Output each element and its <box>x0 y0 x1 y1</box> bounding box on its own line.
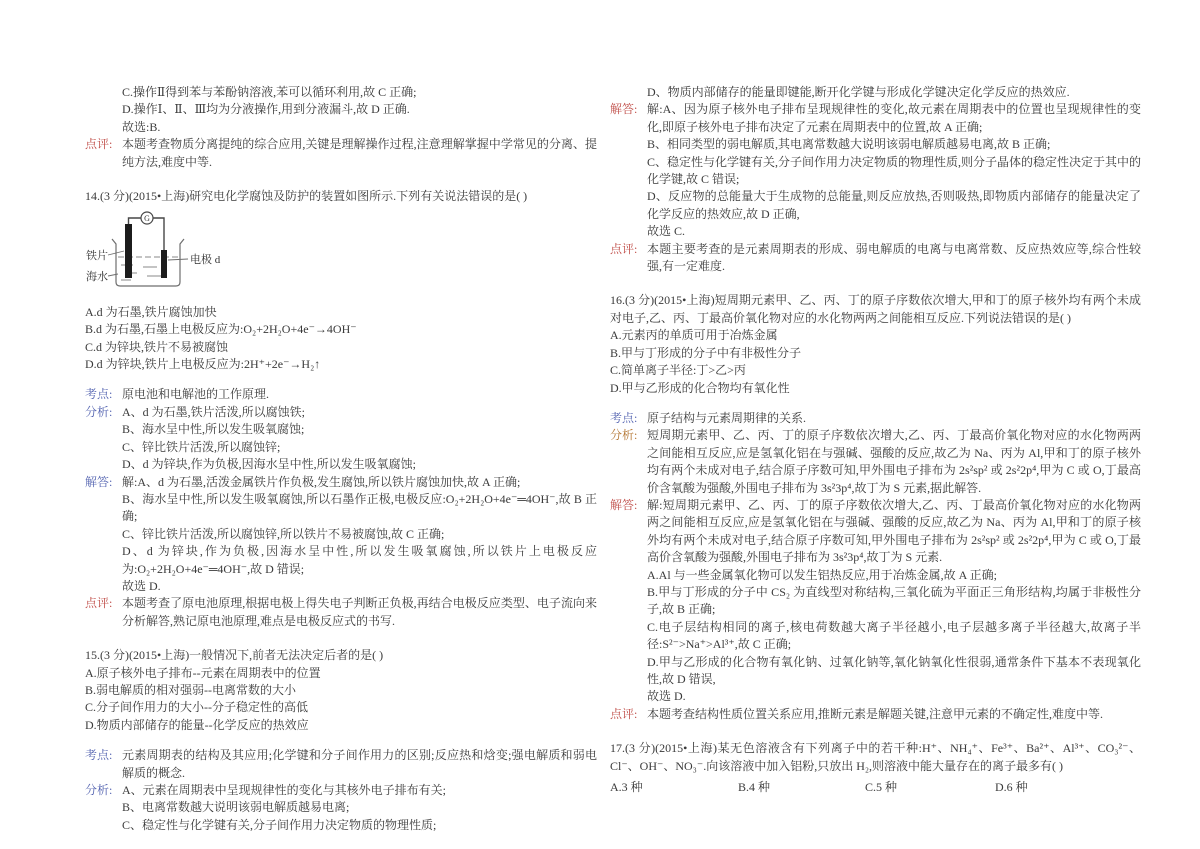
q15-option-c: C.分子间作用力的大小--分子稳定性的高低 <box>85 700 308 715</box>
q14-jieda-c: C、锌比铁片活泼,所以腐蚀锌,所以铁片不易被腐蚀,故 C 正确; <box>122 526 445 541</box>
q15-fenxi-cont: D、物质内部储存的能量即键能,断开化学键与形成化学键决定化学反应的热效应. <box>647 85 1070 99</box>
q16-jieda-d: D.甲与乙形成的化合物有氧化钠、过氧化钠等,氧化钠氧化性很弱,通常条件下基本不表现氧化性,故 D 错误, <box>647 654 1141 686</box>
q15-option-d: D.物质内部储存的能量--化学反应的热效应 <box>85 717 309 732</box>
q17-stem: 17.(3 分)(2015•上海)某无色溶液含有下列离子中的若干种:H⁺、NH₄⁺、Fe³⁺、Ba²⁺、Al³⁺、CO₃²⁻、Cl⁻、OH⁻、NO₃⁻.向该溶液中加入铝粉,只放出 H₂,则溶液中能大量存在的离子最多有( ) <box>610 741 1141 773</box>
q14-fenxi-text <box>122 404 597 474</box>
q14-stem: 14.(3 分)(2015•上海)研究电化学腐蚀及防护的装置如图所示.下列有关说法错误的是( ) <box>85 189 528 204</box>
meter-letter: G <box>144 214 150 224</box>
q17-options-row <box>610 779 1141 796</box>
q14-jieda-b: B、海水呈中性,所以发生吸氧腐蚀,所以石墨作正极,电极反应:O₂+2H₂O+4e⁻═4OH⁻,故 B 正确; <box>122 491 597 524</box>
q16-option-a: A.元素丙的单质可用于冶炼金属 <box>610 328 778 343</box>
dianping-label: 点评: <box>610 706 638 721</box>
leader-lines <box>108 251 188 276</box>
q15-answer-line: 故选 C. <box>647 224 686 239</box>
q16-dianping-text: 本题考查结构性质位置关系应用,推断元素是解题关键,注意甲元素的不确定性,难度中等. <box>647 706 1104 721</box>
q16-dianping-row <box>610 706 1141 723</box>
left-column <box>85 84 597 834</box>
q16-option-b: B.甲与丁形成的分子中有非极性分子 <box>610 345 802 360</box>
q16-kaodian-row <box>610 410 1141 427</box>
q16-kaodian-text: 原子结构与元素周期律的关系. <box>647 410 807 425</box>
q16-option-d: D.甲与乙形成的化合物均有氧化性 <box>610 380 790 395</box>
q14-kaodian-text: 原电池和电解池的工作原理. <box>122 387 270 402</box>
iron-electrode <box>125 224 132 278</box>
dianping-label: 点评: <box>610 241 638 256</box>
q16-fenxi-text: 短周期元素甲、乙、丙、丁的原子序数依次增大,乙、丙、丁最高价氧化物对应的水化物两两之间能相互反应,应是氢氧化铝在与强碱、强酸的反应,故乙为 Na、丙为 Al,甲和丁的原子核外均有两个未成对电子,结合原子序数可知,甲外围电子排布为 2s²sp² 或 2s²2p⁴,甲为 C 或 O,丁最高价含氧酸为强酸,外围电子排布为 3s²3p⁴,故丁为 S 元素,据此解答. <box>647 428 1141 495</box>
q14-jieda-text <box>122 474 597 596</box>
q14-fenxi-b: B、海水呈中性,所以发生吸氧腐蚀; <box>122 422 305 437</box>
q14-answer-line: 故选 D. <box>122 578 161 593</box>
q15-dianping-row <box>610 241 1141 276</box>
q13-line-c: C.操作Ⅱ得到苯与苯酚钠溶液,苯可以循环利用,故 C 正确; <box>122 85 417 99</box>
q14-jieda-row <box>85 474 597 596</box>
jieda-label: 解答: <box>85 474 113 489</box>
q14-fenxi-c: C、锌比铁片活泼,所以腐蚀锌; <box>122 439 281 454</box>
fenxi-label: 分析: <box>610 428 638 443</box>
q15-fenxi-c: C、稳定性与化学键有关,分子间作用力决定物质的物理性质; <box>122 817 437 832</box>
electrode-d <box>161 250 167 278</box>
q15-fenxi-a: A、元素在周期表中呈现规律性的变化与其核外电子排布有关; <box>122 783 447 797</box>
q14-kaodian-row <box>85 386 597 403</box>
q16-jieda-a: A.Al 与一些金属氧化物可以发生铝热反应,用于冶炼金属,故 A 正确; <box>647 567 998 582</box>
q16-answer-line: 故选 D. <box>647 689 686 704</box>
q14-figure <box>85 210 315 297</box>
q13-dianping-row <box>85 136 597 171</box>
q15-option-a: A.原子核外电子排布--元素在周期表中的位置 <box>85 665 321 680</box>
q15-jieda-a: 解:A、因为原子核外电子排布呈现规律性的变化,故元素在周期表中的位置也呈现规律性的变化,即原子核外电子排布决定了元素在周期表中的位置,故 A 正确; <box>647 102 1141 134</box>
q14-fenxi-d: D、d 为锌块,作为负极,因海水呈中性,所以发生吸氧腐蚀; <box>122 457 417 472</box>
q15-jieda-c: C、稳定性与化学键有关,分子间作用力决定物质的物理性质,则分子晶体的稳定性决定于其中的化学键,故 C 错误; <box>647 154 1142 187</box>
q13-dianping-text: 本题考查物质分离提纯的综合应用,关键是理解操作过程,注意理解掌握中学常见的分离、提纯方法,难度中等. <box>122 137 597 169</box>
q14-fenxi-a: A、d 为石墨,铁片活泼,所以腐蚀铁; <box>122 404 306 419</box>
dianping-label: 点评: <box>85 137 113 152</box>
q15-option-b: B.弱电解质的相对强弱--电离常数的大小 <box>85 682 296 697</box>
q15-kaodian-row <box>85 747 597 782</box>
q14-jieda-a: 解:A、d 为石墨,活泼金属铁片作负极,发生腐蚀,所以铁片腐蚀加快,故 A 正确; <box>122 474 521 489</box>
q16-fenxi-row <box>610 427 1141 497</box>
beaker-icon <box>112 239 184 286</box>
kaodian-label: 考点: <box>85 387 113 402</box>
q15-fenxi-row <box>85 782 597 834</box>
iron-plate-label: 铁片 <box>86 250 108 263</box>
q16-stem: 16.(3 分)(2015•上海)短周期元素甲、乙、丙、丁的原子序数依次增大,甲和丁的原子核外均有两个未成对电子,乙、丙、丁最高价氧化物对应的水化物两两之间能相互反应.下列说法错误的是( ) <box>610 293 1141 325</box>
q14-option-c: C.d 为锌块,铁片不易被腐蚀 <box>85 339 229 354</box>
electrode-d-label: 电极 d <box>190 254 221 267</box>
q16-option-c: C.简单离子半径:丁>乙>丙 <box>610 363 746 378</box>
seawater-label: 海水 <box>86 271 108 284</box>
q13-answer-line: 故选:B. <box>122 119 161 134</box>
q17-option-c: C.5 种 <box>865 780 898 795</box>
kaodian-label: 考点: <box>610 410 638 425</box>
q15-fenxi-b: B、电离常数越大说明该弱电解质越易电离; <box>122 800 350 815</box>
fenxi-label: 分析: <box>85 783 113 797</box>
q14-fenxi-row <box>85 404 597 474</box>
q15-stem: 15.(3 分)(2015•上海)一般情况下,前者无法决定后者的是( ) <box>85 648 384 663</box>
dianping-label: 点评: <box>85 596 113 611</box>
q15-dianping-text: 本题主要考查的是元素周期表的形成、弱电解质的电离与电离常数、反应热效应等,综合性较强,有一定难度. <box>647 241 1141 274</box>
jieda-label: 解答: <box>610 497 638 512</box>
q14-jieda-d: D、d 为锌块,作为负极,因海水呈中性,所以发生吸氧腐蚀,所以铁片上电极反应为:O₂+2H₂O+4e⁻═4OH⁻,故 D 错误; <box>122 544 597 576</box>
q14-dianping-row <box>85 595 597 630</box>
q16-jieda-intro: 解:短周期元素甲、乙、丙、丁的原子序数依次增大,乙、丙、丁最高价氧化物对应的水化物两两之间能相互反应,应是氢氧化铝在与强碱、强酸的反应,故乙为 Na、丙为 Al,甲和丁的原子核外均有两个未成对电子,结合原子序数可知,甲外围电子排布为 2s²sp² 或 2s²2p⁴,甲为 C 或 O,丁最高价含氧酸为强酸,外围电子排布为 3s²3p⁴,故丁为 S 元素. <box>647 497 1141 565</box>
q17-option-b: B.4 种 <box>738 780 771 795</box>
q17-option-d: D.6 种 <box>995 780 1028 795</box>
jieda-label: 解答: <box>610 102 638 117</box>
q14-dianping-text: 本题考查了原电池原理,根据电极上得失电子判断正负极,再结合电极反应类型、电子流向来分析解答,熟记原电池原理,难点是电极反应式的书写. <box>122 596 597 628</box>
kaodian-label: 考点: <box>85 748 113 763</box>
q13-solution-tail <box>122 84 597 136</box>
q14-option-b: B.d 为石墨,石墨上电极反应为:O₂+2H₂O+4e⁻→4OH⁻ <box>85 322 357 337</box>
q15-kaodian-text: 元素周期表的结构及其应用;化学键和分子间作用力的区别;反应热和焓变;强电解质和弱电解质的概念. <box>122 748 597 780</box>
q15-jieda-row <box>610 101 1141 240</box>
q17-option-a: A.3 种 <box>610 780 643 795</box>
q16-jieda-text <box>647 497 1141 706</box>
q13-line-d: D.操作Ⅰ、Ⅱ、Ⅲ均为分液操作,用到分液漏斗,故 D 正确. <box>122 102 410 117</box>
q15-jieda-text <box>647 101 1141 240</box>
galvanometer-icon <box>141 212 153 224</box>
q15-jieda-b: B、相同类型的弱电解质,其电离常数越大说明该弱电解质越易电离,故 B 正确; <box>647 137 1051 152</box>
q16-jieda-b: B.甲与丁形成的分子中 CS₂ 为直线型对称结构,三氧化硫为平面正三角形结构,均属于非极性分子,故 B 正确; <box>647 584 1141 617</box>
q14-option-d: D.d 为锌块,铁片上电极反应为:2H⁺+2e⁻→H₂↑ <box>85 357 321 372</box>
q16-jieda-c: C.电子层结构相同的离子,核电荷数越大离子半径越小,电子层越多离子半径越大,故离子半径:S²⁻>Na⁺>Al³⁺,故 C 正确; <box>647 619 1141 652</box>
q14-option-a: A.d 为石墨,铁片腐蚀加快 <box>85 304 217 319</box>
q15-jieda-d: D、反应物的总能量大于生成物的总能量,则反应放热,否则吸热,即物质内部储存的能量决定了化学反应的热效应,故 D 正确, <box>647 189 1141 221</box>
right-column <box>610 84 1141 796</box>
q15-fenxi-text <box>122 782 597 834</box>
fenxi-label: 分析: <box>85 404 113 419</box>
q16-jieda-row <box>610 497 1141 706</box>
